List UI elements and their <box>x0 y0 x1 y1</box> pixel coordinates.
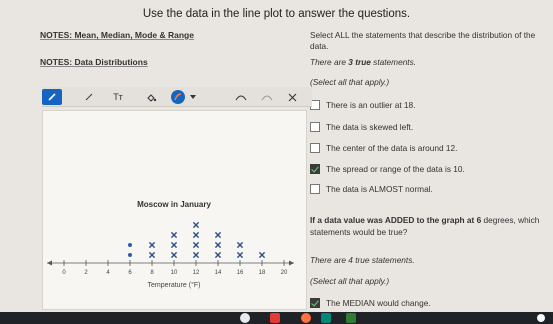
tick-label: 4 <box>106 270 110 276</box>
question2-prefix: If a data value was ADDED to the graph at <box>310 215 477 225</box>
app-icon[interactable] <box>301 313 311 323</box>
checkbox-checked[interactable] <box>310 164 320 174</box>
page-title: Use the data in the line plot to answer the questions. <box>142 8 411 20</box>
question1-line2: data. <box>310 41 329 51</box>
checkbox[interactable] <box>310 184 320 194</box>
tick-label: 10 <box>170 270 178 276</box>
question1-count-prefix: There are <box>310 57 349 67</box>
checkbox[interactable] <box>310 143 320 153</box>
tick-label: 12 <box>192 270 200 276</box>
option-label: There is an outlier at 18. <box>326 99 416 110</box>
pencil-icon[interactable] <box>42 89 62 105</box>
option-label: The MEDIAN would change. <box>326 297 431 308</box>
dropdown-icon[interactable] <box>188 89 198 105</box>
option-almost-normal[interactable] <box>310 182 433 195</box>
tick-label: 18 <box>258 270 266 276</box>
x-mark <box>259 252 264 257</box>
classroom-icon[interactable] <box>346 313 356 323</box>
line-plot <box>42 195 304 310</box>
tick-label: 0 <box>62 270 66 276</box>
option-outlier[interactable] <box>310 98 415 111</box>
question2-count: There are 4 true statements. <box>310 255 415 265</box>
notes-link-distributions[interactable]: NOTES: Data Distributions <box>40 57 148 67</box>
tick-label: 20 <box>280 270 288 276</box>
x-mark <box>237 252 242 257</box>
x-mark <box>149 242 154 247</box>
option-skewed-left[interactable] <box>310 120 413 133</box>
x-mark <box>215 232 220 237</box>
redo-icon[interactable] <box>260 89 274 105</box>
fill-icon[interactable] <box>144 89 158 105</box>
option-label: The data is skewed left. <box>326 121 414 132</box>
checkbox[interactable] <box>310 122 320 132</box>
option-label: The center of the data is around 12. <box>326 142 458 153</box>
x-mark <box>193 222 198 227</box>
notification-icon[interactable] <box>537 314 545 322</box>
question2-prompt <box>310 215 553 238</box>
left-arrow <box>47 261 52 266</box>
line-icon[interactable] <box>82 89 96 105</box>
dot-mark <box>128 253 132 257</box>
meet-icon[interactable] <box>321 313 331 323</box>
x-mark <box>171 242 176 247</box>
color-picker-icon[interactable] <box>171 90 185 104</box>
checkbox-checked[interactable] <box>310 298 320 308</box>
option-spread[interactable] <box>310 162 465 175</box>
notes-link-mean-median[interactable]: NOTES: Mean, Median, Mode & Range <box>40 30 194 40</box>
question2-instruction: (Select all that apply.) <box>310 276 390 286</box>
drawing-toolbar <box>42 87 312 107</box>
question2-bold: 6 <box>476 215 482 225</box>
question1-prompt <box>310 30 553 52</box>
option-center[interactable] <box>310 141 457 154</box>
x-mark <box>149 252 154 257</box>
clear-icon[interactable] <box>285 89 299 105</box>
question1-count-suffix: statements. <box>370 57 417 67</box>
text-tool-icon[interactable]: Tт <box>113 92 123 102</box>
youtube-icon[interactable] <box>270 313 280 323</box>
question1-count-bold: 3 true <box>348 57 371 67</box>
taskbar <box>0 312 553 324</box>
dot-mark <box>128 243 132 247</box>
x-mark <box>215 252 220 257</box>
x-mark <box>171 232 176 237</box>
x-mark <box>193 252 198 257</box>
option-label: The spread or range of the data is 10. <box>326 163 465 174</box>
x-mark <box>171 252 176 257</box>
x-axis-label: Temperature (°F) <box>147 282 201 289</box>
question2-line2: statements would be true? <box>310 227 408 237</box>
tick-label: 14 <box>214 270 222 276</box>
question1-count <box>310 57 416 68</box>
question2-suffix: degrees, which <box>481 215 540 225</box>
right-arrow <box>289 261 294 266</box>
question2-line1 <box>310 215 553 226</box>
chart-title: Moscow in January <box>137 200 211 209</box>
x-mark <box>215 242 220 247</box>
question1-instruction: (Select all that apply.) <box>310 77 390 87</box>
tick-label: 8 <box>150 270 154 276</box>
chrome-icon[interactable] <box>240 313 250 323</box>
question1-line1: Select ALL the statements that describe the distribution of the <box>310 30 536 40</box>
tick-label: 16 <box>236 270 244 276</box>
x-mark <box>193 242 198 247</box>
option-median-change[interactable] <box>310 296 431 309</box>
option-label: The data is ALMOST normal. <box>326 183 433 194</box>
tick-label: 2 <box>84 270 88 276</box>
x-mark <box>193 232 198 237</box>
undo-icon[interactable] <box>234 89 248 105</box>
tick-label: 6 <box>128 270 132 276</box>
x-mark <box>237 242 242 247</box>
